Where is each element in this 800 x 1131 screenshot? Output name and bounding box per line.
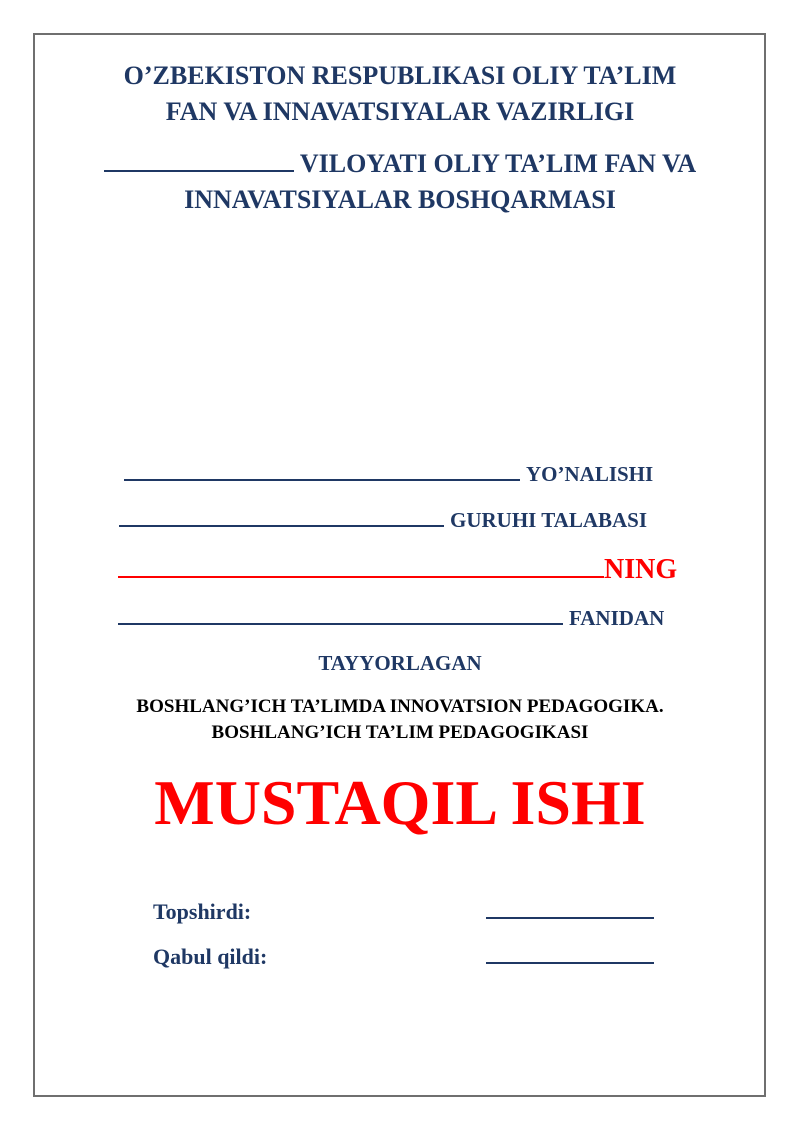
direction-label: YO’NALISHI <box>526 462 654 486</box>
student-name-blank[interactable] <box>118 575 604 578</box>
prepared-label: TAYYORLAGAN <box>318 651 482 675</box>
region-line-1-text: VILOYATI OLIY TA’LIM FAN VA <box>299 149 697 178</box>
region-line-2: INNAVATSIYALAR BOSHQARMASI <box>184 185 616 214</box>
subject-blank[interactable] <box>118 622 563 625</box>
direction-row <box>124 461 653 487</box>
submitted-label: Topshirdi: <box>153 899 252 924</box>
subject-title <box>0 694 800 746</box>
region-line-1 <box>0 146 800 182</box>
accepted-label: Qabul qildi: <box>153 944 268 969</box>
group-row <box>119 507 647 533</box>
subject-line-1: BOSHLANG’ICH TA’LIMDA INNOVATSION PEDAGOGIKA. <box>136 696 664 717</box>
subject-label: FANIDAN <box>569 606 665 630</box>
submitted-signature-line[interactable] <box>486 898 654 926</box>
subject-row <box>118 605 664 631</box>
direction-blank[interactable] <box>124 478 520 481</box>
ministry-heading <box>0 58 800 130</box>
group-label: GURUHI TALABASI <box>450 508 648 532</box>
ministry-line-1: O’ZBEKISTON RESPUBLIKASI OLIY TA’LIM <box>123 61 677 90</box>
accepted-signature-line[interactable] <box>486 943 654 971</box>
student-suffix: NING <box>604 554 678 585</box>
region-name-blank[interactable] <box>104 169 294 172</box>
student-row <box>118 554 677 586</box>
group-blank[interactable] <box>119 524 444 527</box>
ministry-line-2: FAN VA INNAVATSIYALAR VAZIRLIGI <box>165 97 635 126</box>
subject-line-2: BOSHLANG’ICH TA’LIM PEDAGOGIKASI <box>211 722 589 743</box>
document-title: MUSTAQIL ISHI <box>154 767 646 838</box>
region-heading <box>0 146 800 218</box>
